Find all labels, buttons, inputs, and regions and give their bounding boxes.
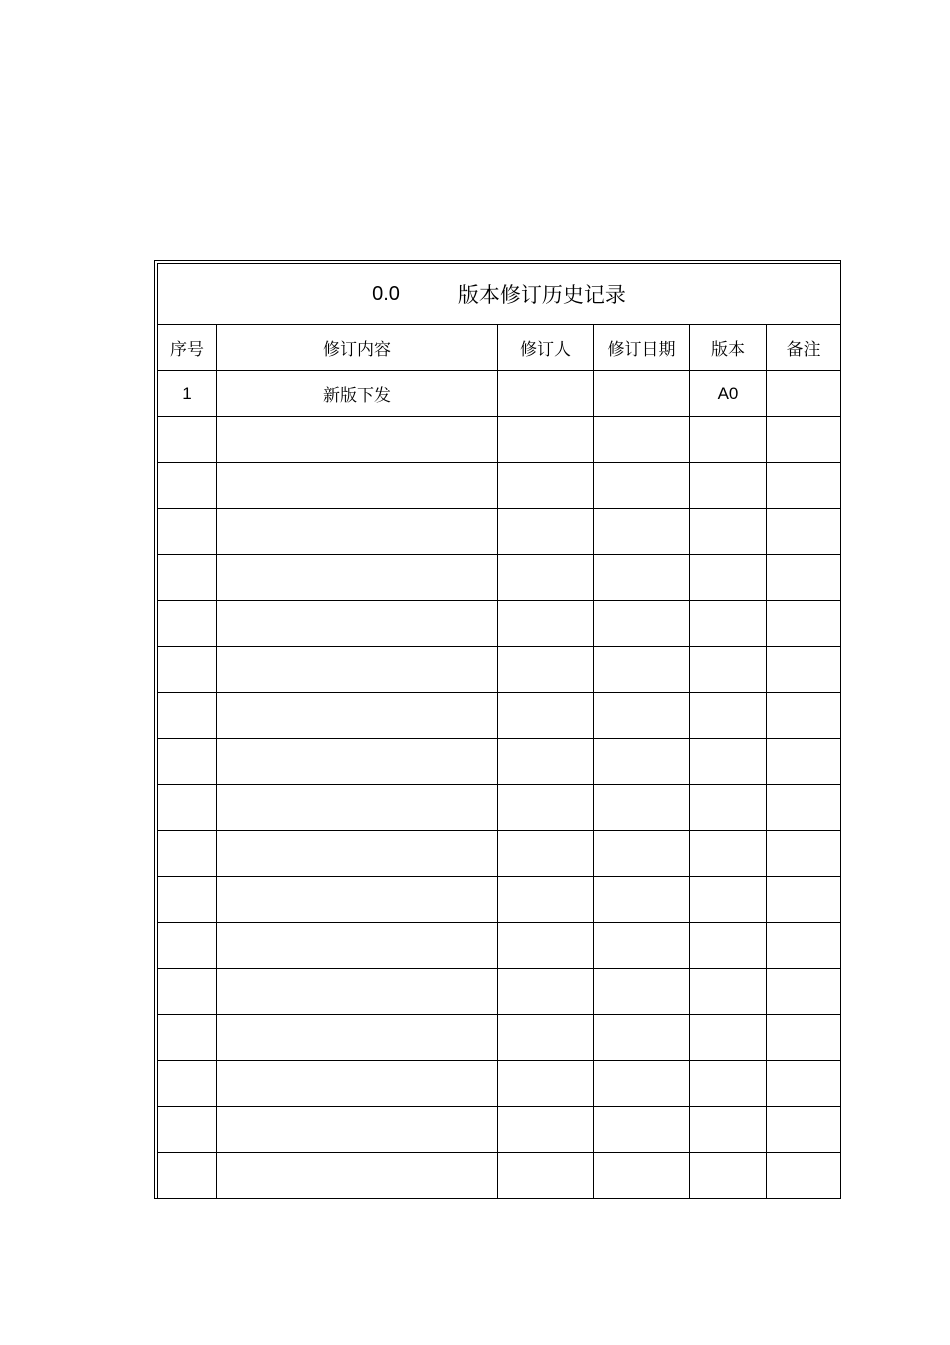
cell-reviser <box>498 601 594 647</box>
cell-remarks <box>767 831 841 877</box>
cell-date <box>594 509 690 555</box>
cell-version <box>690 647 767 693</box>
cell-remarks <box>767 555 841 601</box>
cell-reviser <box>498 831 594 877</box>
cell-content <box>217 785 498 831</box>
title-text: 版本修订历史记录 <box>457 283 626 307</box>
table-row <box>158 923 841 969</box>
table-row <box>158 785 841 831</box>
cell-seq <box>158 555 217 601</box>
cell-seq <box>158 1107 217 1153</box>
cell-reviser <box>498 647 594 693</box>
cell-content: 新版下发 <box>217 371 498 417</box>
cell-version <box>690 1153 767 1199</box>
cell-remarks <box>767 1015 841 1061</box>
cell-remarks <box>767 969 841 1015</box>
table-row <box>158 831 841 877</box>
cell-seq <box>158 601 217 647</box>
cell-reviser <box>498 693 594 739</box>
cell-remarks <box>767 693 841 739</box>
cell-seq <box>158 877 217 923</box>
cell-content <box>217 1153 498 1199</box>
cell-remarks <box>767 923 841 969</box>
cell-reviser <box>498 785 594 831</box>
cell-version: A0 <box>690 371 767 417</box>
cell-content <box>217 739 498 785</box>
table-row <box>158 509 841 555</box>
cell-remarks <box>767 1107 841 1153</box>
cell-date <box>594 647 690 693</box>
column-header-seq: 序号 <box>158 325 217 371</box>
cell-reviser <box>498 877 594 923</box>
cell-remarks <box>767 417 841 463</box>
cell-content <box>217 601 498 647</box>
table-row <box>158 371 841 417</box>
cell-content <box>217 509 498 555</box>
cell-date <box>594 1015 690 1061</box>
cell-reviser <box>498 509 594 555</box>
column-header-content: 修订内容 <box>217 325 498 371</box>
cell-remarks <box>767 1061 841 1107</box>
cell-seq <box>158 1153 217 1199</box>
cell-version <box>690 969 767 1015</box>
cell-seq: 1 <box>158 371 217 417</box>
cell-version <box>690 1061 767 1107</box>
cell-version <box>690 923 767 969</box>
cell-remarks <box>767 1153 841 1199</box>
cell-reviser <box>498 1107 594 1153</box>
cell-content <box>217 555 498 601</box>
cell-remarks <box>767 785 841 831</box>
table-title <box>158 264 841 325</box>
cell-reviser <box>498 417 594 463</box>
cell-remarks <box>767 739 841 785</box>
cell-version <box>690 509 767 555</box>
cell-content <box>217 417 498 463</box>
cell-version <box>690 555 767 601</box>
table-row <box>158 601 841 647</box>
cell-seq <box>158 785 217 831</box>
title-number: 0.0 <box>372 282 400 305</box>
cell-reviser <box>498 739 594 785</box>
cell-content <box>217 1107 498 1153</box>
cell-content <box>217 647 498 693</box>
cell-reviser <box>498 969 594 1015</box>
title-row <box>158 264 841 325</box>
cell-content <box>217 923 498 969</box>
cell-date <box>594 739 690 785</box>
cell-reviser <box>498 1153 594 1199</box>
cell-date <box>594 785 690 831</box>
cell-seq <box>158 831 217 877</box>
cell-version <box>690 417 767 463</box>
cell-remarks <box>767 647 841 693</box>
cell-version <box>690 739 767 785</box>
cell-seq <box>158 1061 217 1107</box>
table-row <box>158 969 841 1015</box>
cell-date <box>594 1061 690 1107</box>
table-row <box>158 1015 841 1061</box>
column-header-date: 修订日期 <box>594 325 690 371</box>
cell-version <box>690 1107 767 1153</box>
cell-reviser <box>498 923 594 969</box>
cell-date <box>594 417 690 463</box>
table-row <box>158 739 841 785</box>
cell-date <box>594 693 690 739</box>
cell-reviser <box>498 463 594 509</box>
cell-seq <box>158 693 217 739</box>
cell-remarks <box>767 509 841 555</box>
cell-date <box>594 969 690 1015</box>
revision-history-table <box>157 263 841 1199</box>
cell-reviser <box>498 555 594 601</box>
cell-version <box>690 601 767 647</box>
cell-seq <box>158 647 217 693</box>
cell-date <box>594 1107 690 1153</box>
table-row <box>158 1153 841 1199</box>
cell-content <box>217 969 498 1015</box>
cell-remarks <box>767 371 841 417</box>
cell-reviser <box>498 1015 594 1061</box>
cell-version <box>690 785 767 831</box>
cell-reviser <box>498 1061 594 1107</box>
cell-content <box>217 877 498 923</box>
header-row <box>158 325 841 371</box>
cell-date <box>594 831 690 877</box>
cell-version <box>690 1015 767 1061</box>
cell-date <box>594 601 690 647</box>
cell-date <box>594 555 690 601</box>
cell-date <box>594 1153 690 1199</box>
cell-date <box>594 923 690 969</box>
cell-content <box>217 831 498 877</box>
cell-date <box>594 877 690 923</box>
table-row <box>158 1107 841 1153</box>
cell-seq <box>158 969 217 1015</box>
table-row <box>158 417 841 463</box>
table-row <box>158 693 841 739</box>
cell-seq <box>158 463 217 509</box>
cell-content <box>217 463 498 509</box>
cell-seq <box>158 923 217 969</box>
cell-version <box>690 877 767 923</box>
table-row <box>158 1061 841 1107</box>
revision-history-sheet <box>154 260 841 1199</box>
cell-version <box>690 693 767 739</box>
cell-version <box>690 831 767 877</box>
column-header-version: 版本 <box>690 325 767 371</box>
table-row <box>158 647 841 693</box>
cell-seq <box>158 1015 217 1061</box>
cell-reviser <box>498 371 594 417</box>
cell-content <box>217 1061 498 1107</box>
table-row <box>158 463 841 509</box>
cell-content <box>217 693 498 739</box>
cell-seq <box>158 739 217 785</box>
cell-remarks <box>767 463 841 509</box>
cell-seq <box>158 417 217 463</box>
cell-date <box>594 371 690 417</box>
cell-remarks <box>767 601 841 647</box>
column-header-remarks: 备注 <box>767 325 841 371</box>
table-row <box>158 555 841 601</box>
cell-remarks <box>767 877 841 923</box>
cell-version <box>690 463 767 509</box>
cell-content <box>217 1015 498 1061</box>
cell-seq <box>158 509 217 555</box>
cell-date <box>594 463 690 509</box>
column-header-reviser: 修订人 <box>498 325 594 371</box>
table-row <box>158 877 841 923</box>
